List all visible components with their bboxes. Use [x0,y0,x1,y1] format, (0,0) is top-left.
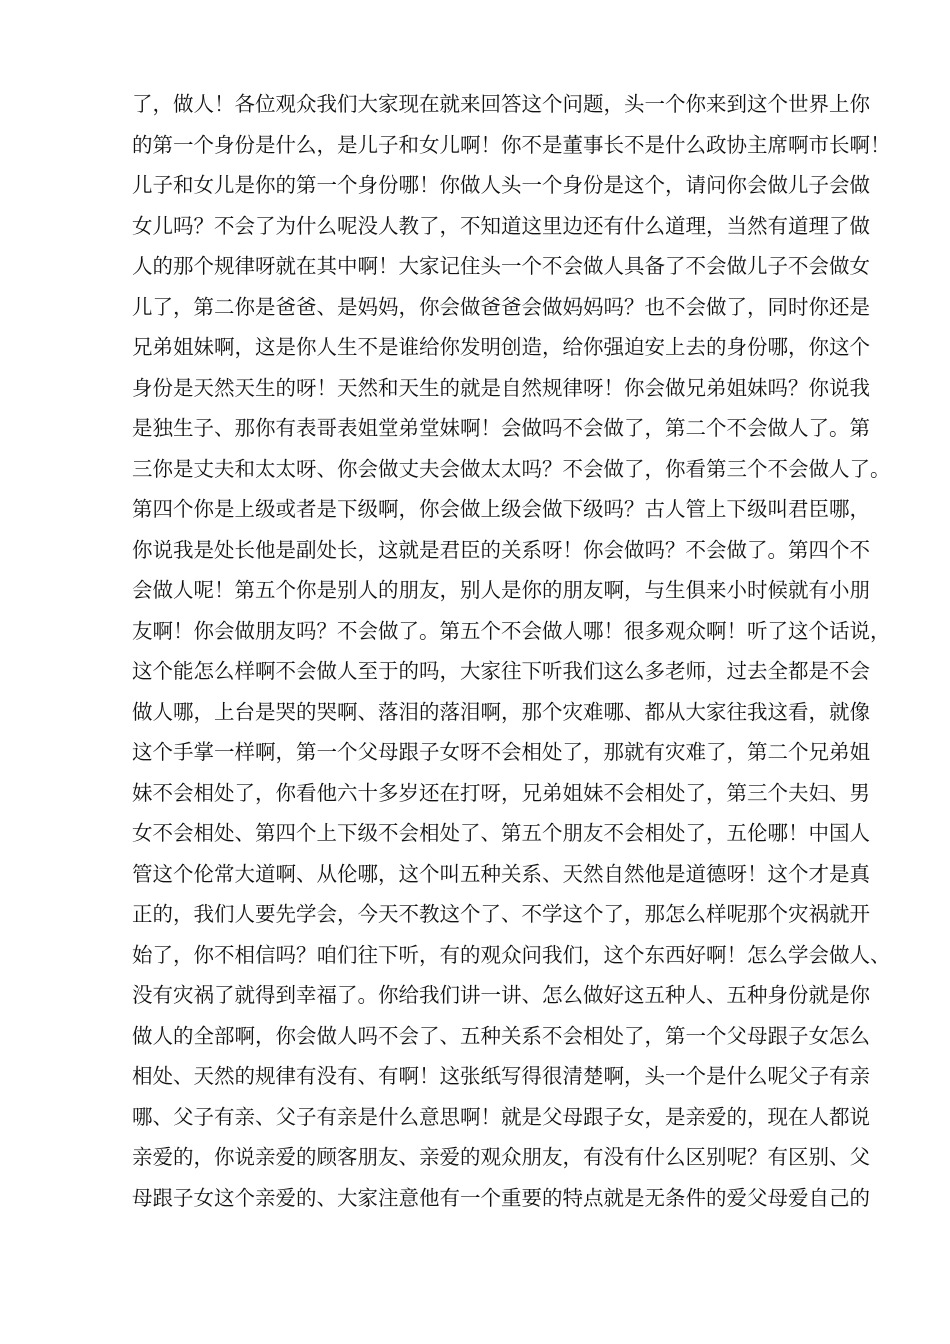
text-line: 亲爱的，你说亲爱的顾客朋友、亲爱的观众朋友，有没有什么区别呢？有区别、父 [132,1145,870,1169]
text-line: 女不会相处、第四个上下级不会相处了、第五个朋友不会相处了，五伦哪！中国人 [132,821,870,845]
text-line: 会做人呢！第五个你是别人的朋友，别人是你的朋友啊，与生俱来小时候就有小朋 [132,578,870,602]
text-line: 母跟子女这个亲爱的、大家注意他有一个重要的特点就是无条件的爱父母爱自己的 [132,1185,870,1210]
text-line: 的第一个身份是什么，是儿子和女儿啊！你不是董事长不是什么政协主席啊市长啊！ [132,132,891,157]
text-line: 是独生子、那你有表哥表姐堂弟堂妹啊！会做吗不会做了，第二个不会做人了。第 [132,416,870,440]
text-line: 身份是天然天生的呀！天然和天生的就是自然规律呀！你会做兄弟姐妹吗？你说我 [132,375,870,400]
text-line: 做人的全部啊，你会做人吗不会了、五种关系不会相处了，第一个父母跟子女怎么 [132,1023,870,1048]
text-line: 这个能怎么样啊不会做人至于的吗，大家往下听我们这么多老师，过去全都是不会 [132,659,870,683]
text-line: 三你是丈夫和太太呀、你会做丈夫会做太太吗？不会做了，你看第三个不会做人了。 [132,456,891,481]
text-line: 兄弟姐妹啊，这是你人生不是谁给你发明创造，给你强迫安上去的身份哪，你这个 [132,335,870,359]
text-line: 做人哪，上台是哭的哭啊、落泪的落泪啊，那个灾难哪、都从大家往我这看，就像 [132,699,870,724]
text-line: 哪、父子有亲、父子有亲是什么意思啊！就是父母跟子女，是亲爱的，现在人都说 [132,1104,870,1129]
text-line: 始了，你不相信吗？咱们往下听，有的观众问我们，这个东西好啊！怎么学会做人、 [132,942,891,967]
text-line: 儿了，第二你是爸爸、是妈妈，你会做爸爸会做妈妈吗？也不会做了，同时你还是 [132,294,870,319]
text-line: 女儿吗？不会了为什么呢没人教了，不知道这里边还有什么道理，当然有道理了做 [132,213,870,238]
text-line: 儿子和女儿是你的第一个身份哪！你做人头一个身份是这个，请问你会做儿子会做 [132,173,870,197]
text-line: 第四个你是上级或者是下级啊，你会做上级会做下级吗？古人管上下级叫君臣哪， [132,497,870,521]
text-line: 友啊！你会做朋友吗？不会做了。第五个不会做人哪！很多观众啊！听了这个话说， [132,618,891,643]
text-line: 没有灾祸了就得到幸福了。你给我们讲一讲、怎么做好这五种人、五种身份就是你 [132,983,870,1007]
text-line: 人的那个规律呀就在其中啊！大家记住头一个不会做人具备了不会做儿子不会做女 [132,254,870,278]
text-line: 正的，我们人要先学会，今天不教这个了、不学这个了，那怎么样呢那个灾祸就开 [132,902,870,926]
text-line: 相处、天然的规律有没有、有啊！这张纸写得很清楚啊，头一个是什么呢父子有亲 [132,1064,870,1088]
text-line: 了，做人！各位观众我们大家现在就来回答这个问题，头一个你来到这个世界上你 [132,92,870,116]
text-line: 妹不会相处了，你看他六十多岁还在打呀，兄弟姐妹不会相处了，第三个夫妇、男 [132,780,870,805]
text-line: 这个手掌一样啊，第一个父母跟子女呀不会相处了，那就有灾难了，第二个兄弟姐 [132,740,870,764]
text-line: 管这个伦常大道啊、从伦哪，这个叫五种关系、天然自然他是道德呀！这个才是真 [132,861,870,886]
text-line: 你说我是处长他是副处长，这就是君臣的关系呀！你会做吗？不会做了。第四个不 [132,537,870,562]
body-text [132,84,891,1218]
